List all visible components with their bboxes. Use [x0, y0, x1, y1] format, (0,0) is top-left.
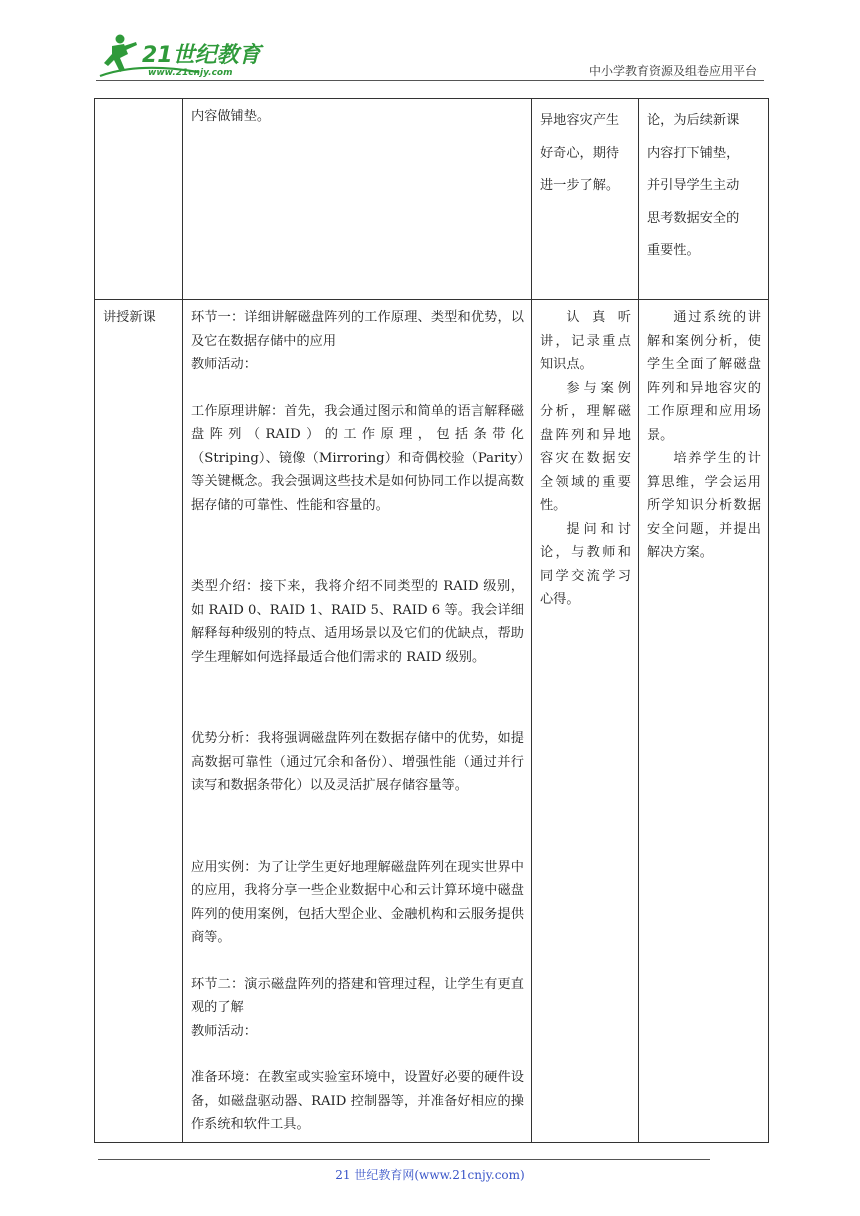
table-row: [95, 300, 769, 1143]
footer-link[interactable]: 21 世纪教育网(www.21cnjy.com): [335, 1168, 525, 1182]
principle-paragraph: 工作原理讲解：首先，我会通过图示和简单的语言解释磁盘阵列（RAID）的工作原理，包括条带化（Striping）、镜像（Mirroring）和奇偶校验（Parity）等关键概念。我会强调这些技术是如何协同工作以提高数据存储的可靠性、性能和容量的。: [191, 403, 524, 513]
student-activity: 提问和讨论，与教师和同学交流学习心得。: [540, 521, 631, 607]
section-heading: 环节二：演示磁盘阵列的搭建和管理过程，让学生有更直观的了解: [191, 976, 524, 1015]
purpose-line: 内容打下铺垫，: [647, 145, 740, 161]
runner-icon: [104, 35, 137, 73]
footer-divider: [98, 1159, 710, 1160]
section-heading: 环节一：详细讲解磁盘阵列的工作原理、类型和优势，以及它在数据存储中的应用: [191, 310, 524, 349]
stage-cell: [95, 300, 183, 1143]
examples-paragraph: 应用实例：为了让学生更好地理解磁盘阵列在现实世界中的应用，我将分享一些企业数据中心和云计算环境中磁盘阵列的使用案例，包括大型企业、金融机构和云服务提供商等。: [191, 859, 524, 945]
site-logo: [98, 32, 268, 82]
content-cell: [183, 300, 532, 1143]
design-purpose: 通过系统的讲解和案例分析，使学生全面了解磁盘阵列和异地容灾的工作原理和应用场景。: [647, 310, 761, 443]
teacher-activity-label: 教师活动：: [191, 357, 257, 372]
lesson-plan-table: [94, 98, 769, 1143]
content-text: 内容做铺垫。: [191, 109, 271, 124]
purpose-cell: [639, 99, 769, 300]
table-row: [95, 99, 769, 300]
purpose-line: 重要性。: [647, 243, 700, 258]
logo-text: 21世纪教育: [142, 43, 261, 68]
setup-paragraph: 准备环境：在教室或实验室环境中，设置好必要的硬件设备，如磁盘驱动器、RAID 控制器等，并准备好相应的操作系统和软件工具。: [191, 1070, 524, 1132]
student-line: 进一步了解。: [540, 178, 620, 193]
header-divider: [96, 80, 764, 81]
platform-title: 中小学教育资源及组卷应用平台: [588, 64, 757, 78]
content-cell: [183, 99, 532, 300]
logo-url: www.21cnjy.com: [148, 68, 233, 78]
student-cell: [532, 99, 639, 300]
student-cell: [532, 300, 639, 1143]
advantages-paragraph: 优势分析：我将强调磁盘阵列在数据存储中的优势，如提高数据可靠性（通过冗余和备份）、增强性能（通过并行读写和数据条带化）以及灵活扩展存储容量等。: [191, 731, 524, 793]
teacher-activity-label: 教师活动：: [191, 1023, 257, 1039]
student-activity: 认真听讲，记录重点知识点。: [540, 310, 631, 372]
student-line: 好奇心，期待: [540, 145, 620, 161]
types-paragraph: 类型介绍：接下来，我将介绍不同类型的 RAID 级别，如 RAID 0、RAID 1、RAID 5、RAID 6 等。我会详细解释每种级别的特点、适用场景以及它们的优缺点，帮助学生理解如何选择最适合他们需求的 RAID 级别。: [191, 579, 524, 665]
purpose-line: 并引导学生主动: [647, 178, 740, 193]
stage-cell: [95, 99, 183, 300]
purpose-line: 思考数据安全的: [647, 210, 740, 226]
stage-label: 讲授新课: [103, 310, 156, 325]
student-activity: 参与案例分析，理解磁盘阵列和异地容灾在数据安全领域的重要性。: [540, 380, 631, 513]
purpose-cell: [639, 300, 769, 1143]
design-purpose: 培养学生的计算思维，学会运用所学知识分析数据安全问题，并提出解决方案。: [647, 451, 761, 560]
student-line: 异地容灾产生: [540, 113, 620, 128]
purpose-line: 论，为后续新课: [647, 113, 740, 128]
